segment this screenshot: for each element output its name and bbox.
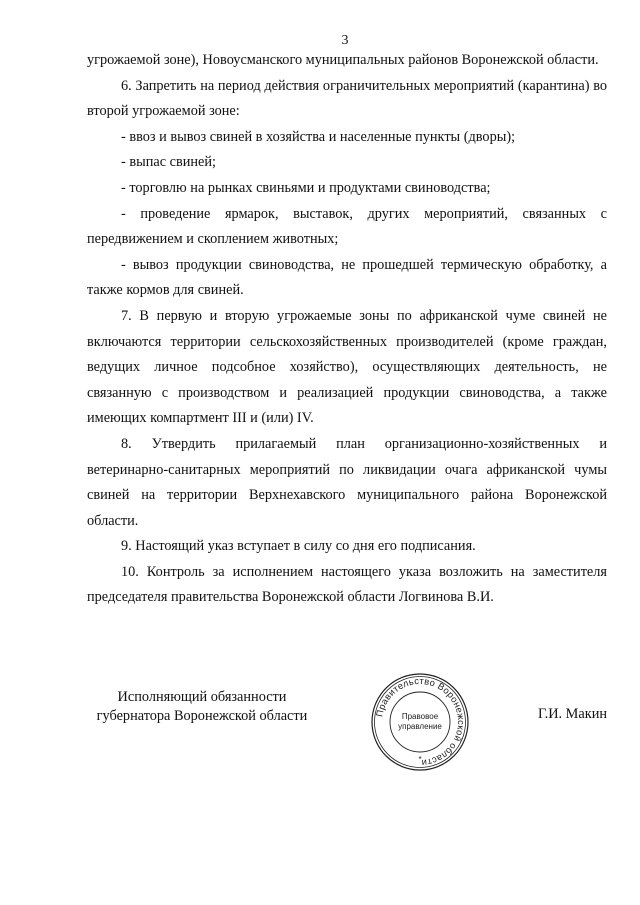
list-item-import-export: - ввоз и вывоз свиней в хозяйства и населенные пункты (дворы);: [121, 128, 516, 145]
paragraph-item-10: 10. Контроль за исполнением настоящего указа возложить на заместителя председателя правительства Воронежской области Логвинова В.И.: [87, 563, 607, 606]
signatory-title: [87, 688, 317, 726]
signature-block: [87, 675, 607, 778]
paragraph-continuation: угрожаемой зоне), Новоусманского муниципальных районов Воронежской области.: [87, 52, 599, 68]
document-body: [87, 48, 607, 611]
seal-ring-text: Правительство Воронежской области: [374, 675, 467, 769]
official-seal-stamp: [370, 672, 470, 772]
paragraph-item-7: 7. В первую и вторую угрожаемые зоны по африканской чуме свиней не включаются территории сельскохозяйственных производителей (кроме граждан, ведущих личное подсобное хозяйство), осуществляющих деятельность, не связанную с производством и реализацией продукции свиноводства, а также имеющих компартмент III и (или) IV.: [87, 307, 607, 427]
list-item-fairs: - проведение ярмарок, выставок, других мероприятий, связанных с передвижением и скоплением животных;: [87, 205, 607, 248]
signatory-name: Г.И. Макин: [537, 706, 607, 722]
paragraph-item-6: 6. Запретить на период действия ограничительных мероприятий (карантина) во второй угрожаемой зоне:: [87, 77, 607, 120]
seal-center-line2: управление: [398, 722, 442, 731]
signatory-title-line2: губернатора Воронежской области: [96, 708, 308, 724]
list-item-market-trade: - торговлю на рынках свиньями и продуктами свиноводства;: [121, 179, 491, 196]
list-item-grazing: - выпас свиней;: [121, 154, 216, 171]
list-item-products-removal: - вывоз продукции свиноводства, не прошедшей термическую обработку, а также кормов для свиней.: [87, 256, 607, 299]
paragraph-item-9: 9. Настоящий указ вступает в силу со дня его подписания.: [121, 538, 476, 555]
seal-center-line1: Правовое: [401, 712, 439, 721]
page-number: 3: [341, 33, 349, 48]
seal-star-icon: *: [418, 755, 422, 764]
signatory-title-line1: Исполняющий обязанности: [117, 689, 287, 705]
paragraph-item-8: 8. Утвердить прилагаемый план организационно-хозяйственных и ветеринарно-санитарных мероприятий по ликвидации очага африканской чумы свиней на территории Верхнехавского муниципального района Воронежской области.: [87, 435, 607, 529]
